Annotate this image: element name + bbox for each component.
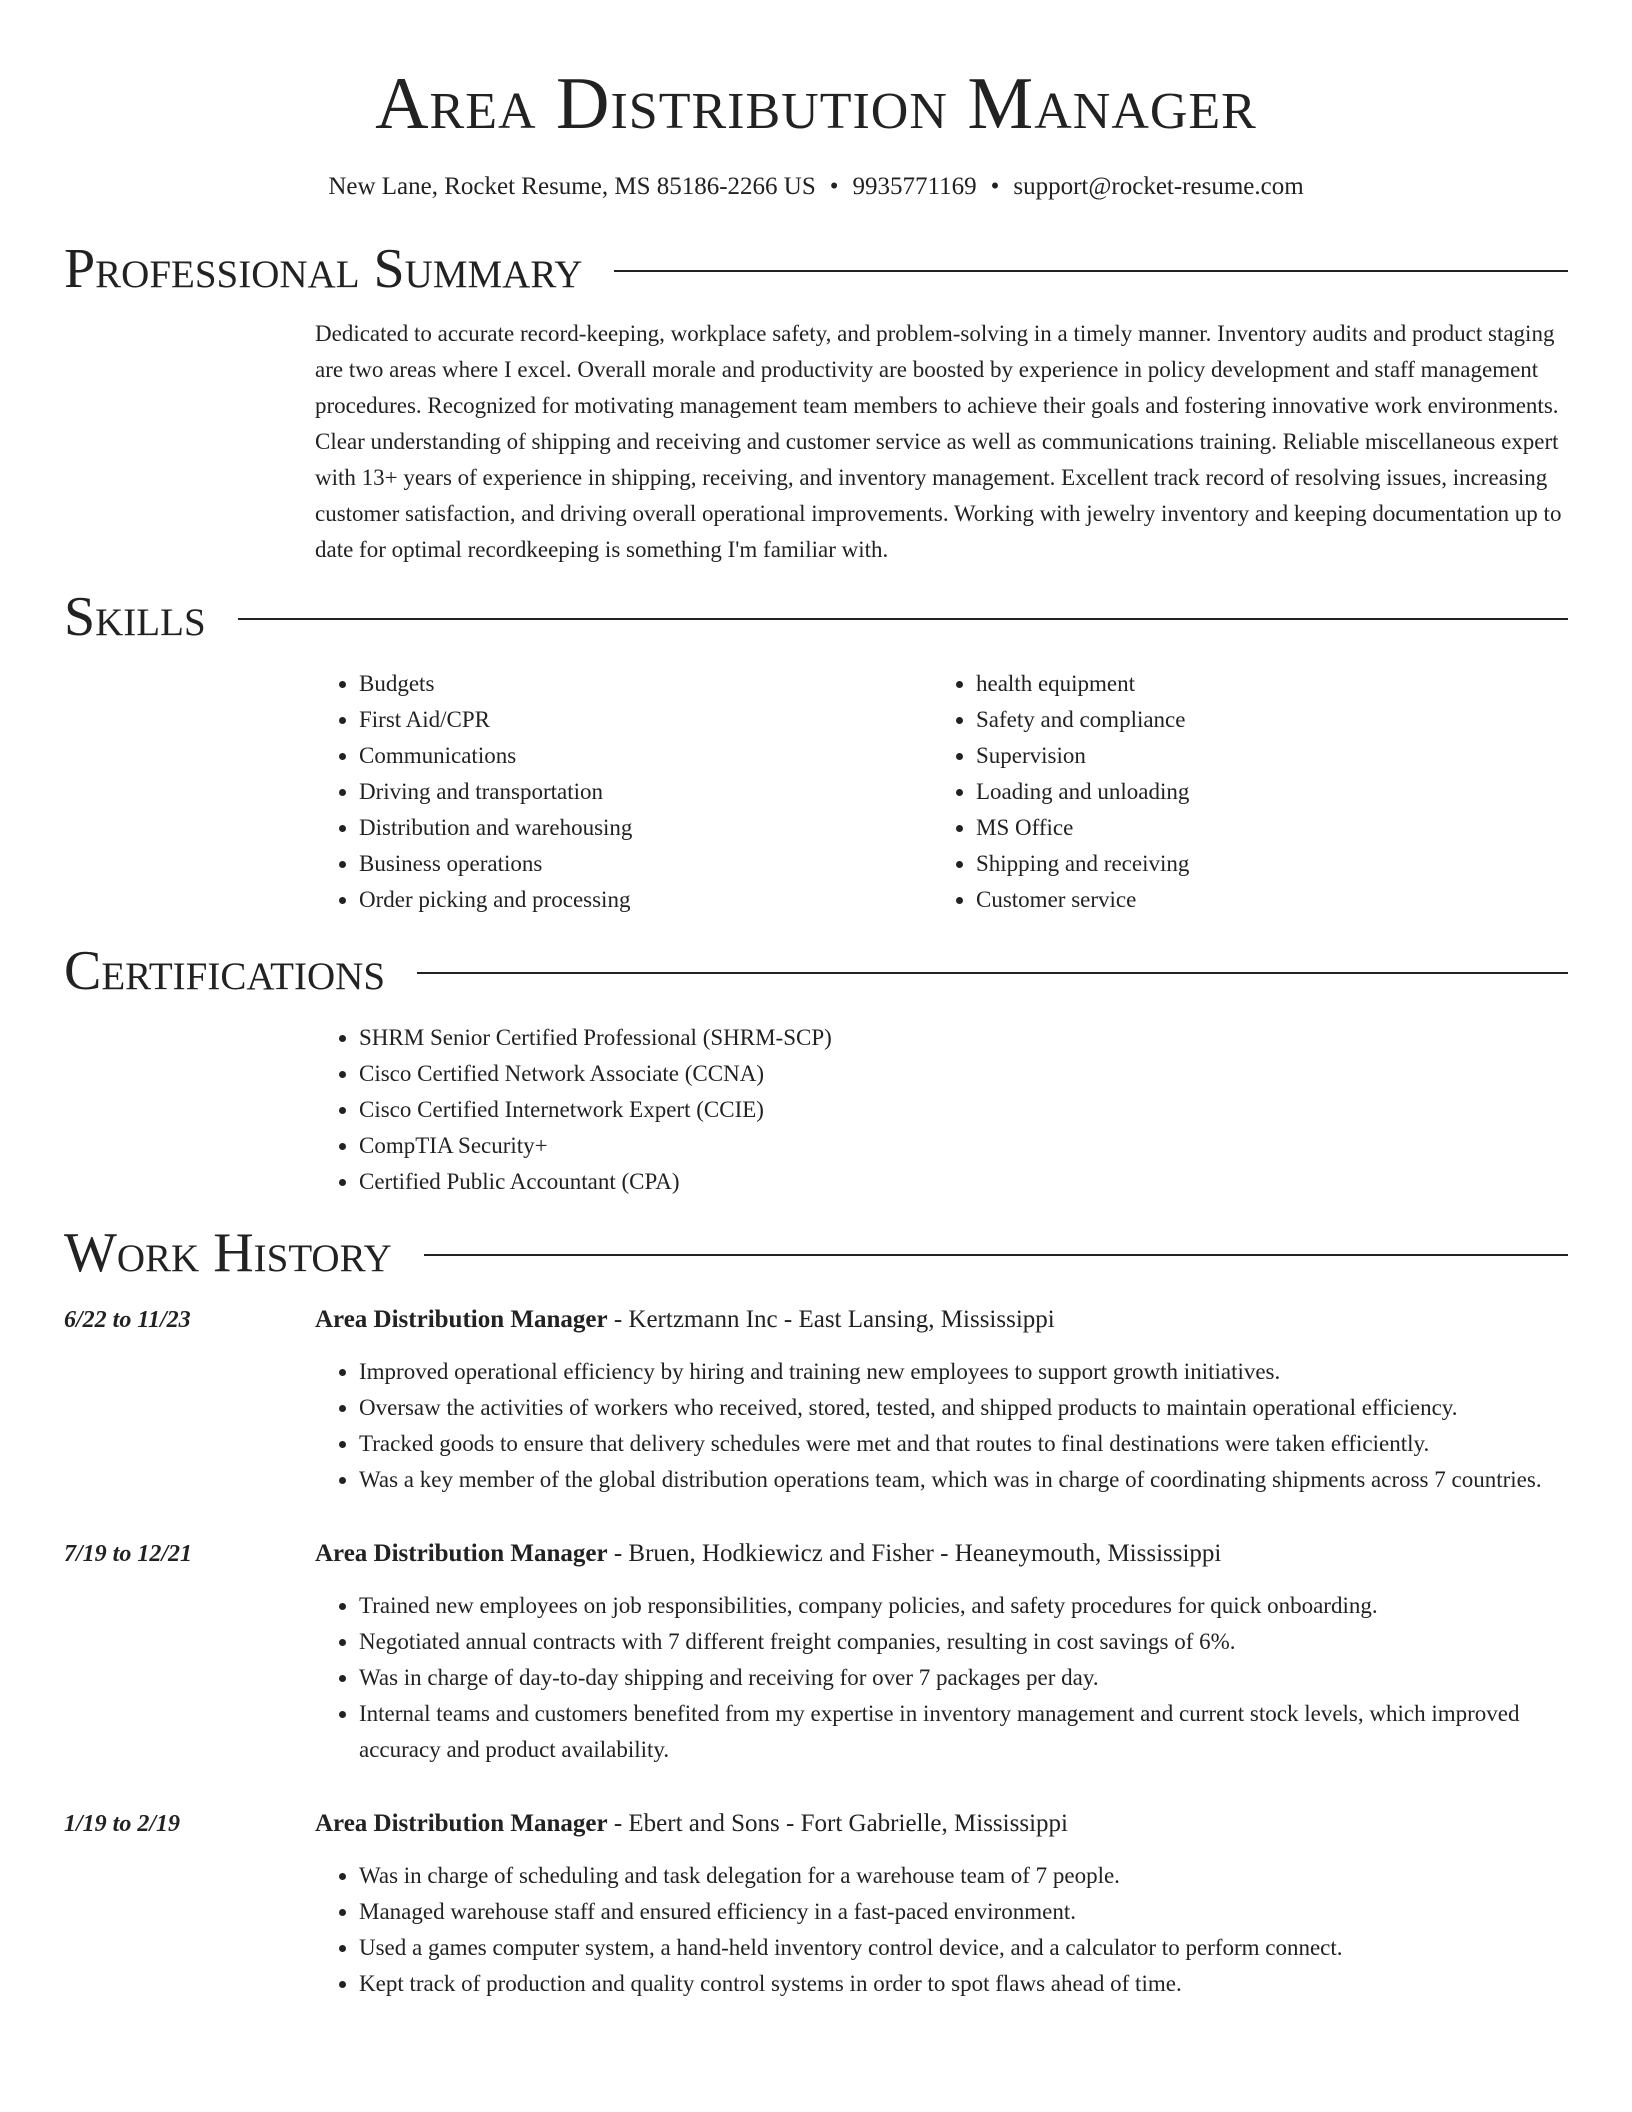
job-bullet: • Used a games computer system, a hand-held inventory control device, and a calculator to perform connect.: [359, 1930, 1568, 1966]
job-company: - Kertzmann Inc - East Lansing, Mississippi: [607, 1306, 1055, 1333]
job-company: - Ebert and Sons - Fort Gabrielle, Mississippi: [607, 1810, 1068, 1837]
section-divider: [238, 618, 1568, 620]
contact-address: New Lane, Rocket Resume, MS 85186-2266 US: [328, 173, 816, 200]
job-bullet: • Internal teams and customers benefited from my expertise in inventory management and current stock levels, which improved accuracy and product availability.: [359, 1696, 1568, 1768]
certifications-section-header: [64, 938, 1568, 1004]
skills-heading: Skills: [64, 586, 206, 648]
job-bullet: • Managed warehouse staff and ensured efficiency in a fast-paced environment.: [359, 1894, 1568, 1930]
job-title: Area Distribution Manager: [315, 1306, 608, 1333]
job-dates: 7/19 to 12/21: [64, 1541, 193, 1567]
skills-list-right: [932, 666, 1549, 918]
skill-item: • Shipping and receiving: [976, 846, 1549, 882]
job-title: Area Distribution Manager: [315, 1540, 608, 1567]
skill-item: • Supervision: [976, 738, 1549, 774]
job-dates: 1/19 to 2/19: [64, 1811, 181, 1837]
job-detail: [315, 1536, 1568, 1768]
summary-section: [315, 316, 1568, 568]
job-title-line: [315, 1806, 1568, 1842]
skill-item: • First Aid/CPR: [359, 702, 932, 738]
summary-heading: Professional Summary: [64, 238, 583, 300]
certifications-heading: Certifications: [64, 940, 386, 1002]
skill-item: • Business operations: [359, 846, 932, 882]
skill-item: • MS Office: [976, 810, 1549, 846]
skills-column-left: [315, 666, 932, 918]
skills-list-left: [315, 666, 932, 918]
job-bullet: • Tracked goods to ensure that delivery schedules were met and that routes to final destinations were taken efficiently.: [359, 1426, 1568, 1462]
certification-item: • Cisco Certified Internetwork Expert (CCIE): [359, 1092, 1568, 1128]
job-bullet: • Oversaw the activities of workers who received, stored, tested, and shipped products to maintain operational efficiency.: [359, 1390, 1568, 1426]
skills-column-right: [932, 666, 1549, 918]
job-title-line: [315, 1302, 1568, 1338]
job-bullet: • Kept track of production and quality control systems in order to spot flaws ahead of time.: [359, 1966, 1568, 2002]
certifications-list: [315, 1020, 1568, 1200]
job-company: - Bruen, Hodkiewicz and Fisher - Heaneymouth, Mississippi: [607, 1540, 1222, 1567]
job-bullet: • Was in charge of scheduling and task delegation for a warehouse team of 7 people.: [359, 1858, 1568, 1894]
skill-item: • Communications: [359, 738, 932, 774]
certification-item: • SHRM Senior Certified Professional (SHRM-SCP): [359, 1020, 1568, 1056]
job-detail: [315, 1806, 1568, 2002]
work-history-section-header: [64, 1220, 1568, 1286]
certification-item: • CompTIA Security+: [359, 1128, 1568, 1164]
job-entry: [64, 1806, 1568, 2002]
job-bullet: • Negotiated annual contracts with 7 different freight companies, resulting in cost savings of 6%.: [359, 1624, 1568, 1660]
certifications-section: [315, 1020, 1568, 1200]
contact-separator: •: [990, 173, 1000, 200]
skill-item: • Customer service: [976, 882, 1549, 918]
job-bullet: • Trained new employees on job responsibilities, company policies, and safety procedures for quick onboarding.: [359, 1588, 1568, 1624]
summary-text: Dedicated to accurate record-keeping, workplace safety, and problem-solving in a timely manner. Inventory audits and product staging are two areas where I excel. Overall morale and productivity are boosted by experience in policy development and staff management procedures. Recognized for motivating management team members to achieve their goals and fostering innovative work environments. Clear understanding of shipping and receiving and customer service as well as communications training. Reliable miscellaneous expert with 13+ years of experience in shipping, receiving, and inventory management. Excellent track record of resolving issues, increasing customer satisfaction, and driving overall operational improvements. Working with jewelry inventory and keeping documentation up to date for optimal recordkeeping is something I'm familiar with.: [315, 321, 1562, 562]
job-bullets: [315, 1588, 1568, 1768]
skill-item: • Budgets: [359, 666, 932, 702]
job-title: Area Distribution Manager: [315, 1810, 608, 1837]
work-history-heading: Work History: [64, 1222, 392, 1284]
skill-item: • Driving and transportation: [359, 774, 932, 810]
job-entry: [64, 1536, 1568, 1768]
contact-phone: 9935771169: [852, 173, 977, 200]
skill-item: • Loading and unloading: [976, 774, 1549, 810]
section-divider: [417, 972, 1568, 974]
summary-section-header: [64, 236, 1568, 302]
section-divider: [424, 1254, 1568, 1256]
job-detail: [315, 1302, 1568, 1498]
contact-email[interactable]: support@rocket-resume.com: [1013, 173, 1304, 200]
job-bullet: • Was in charge of day-to-day shipping and receiving for over 7 packages per day.: [359, 1660, 1568, 1696]
skills-section-header: [64, 584, 1568, 650]
job-bullets: [315, 1354, 1568, 1498]
certification-item: • Cisco Certified Network Associate (CCNA): [359, 1056, 1568, 1092]
job-title-line: [315, 1536, 1568, 1572]
skill-item: • Order picking and processing: [359, 882, 932, 918]
skill-item: • Distribution and warehousing: [359, 810, 932, 846]
candidate-name: Area Distribution Manager: [375, 63, 1257, 145]
job-bullet: • Improved operational efficiency by hiring and training new employees to support growth initiatives.: [359, 1354, 1568, 1390]
job-entry: [64, 1302, 1568, 1498]
contact-separator: •: [829, 173, 839, 200]
section-divider: [614, 270, 1568, 272]
skills-grid: [315, 666, 1568, 918]
job-dates: 6/22 to 11/23: [64, 1307, 191, 1333]
skills-section: [315, 666, 1568, 918]
certification-item: • Certified Public Accountant (CPA): [359, 1164, 1568, 1200]
job-bullet: • Was a key member of the global distribution operations team, which was in charge of coordinating shipments across 7 countries.: [359, 1462, 1568, 1498]
skill-item: • health equipment: [976, 666, 1549, 702]
skill-item: • Safety and compliance: [976, 702, 1549, 738]
contact-line: [64, 170, 1568, 204]
job-bullets: [315, 1858, 1568, 2002]
